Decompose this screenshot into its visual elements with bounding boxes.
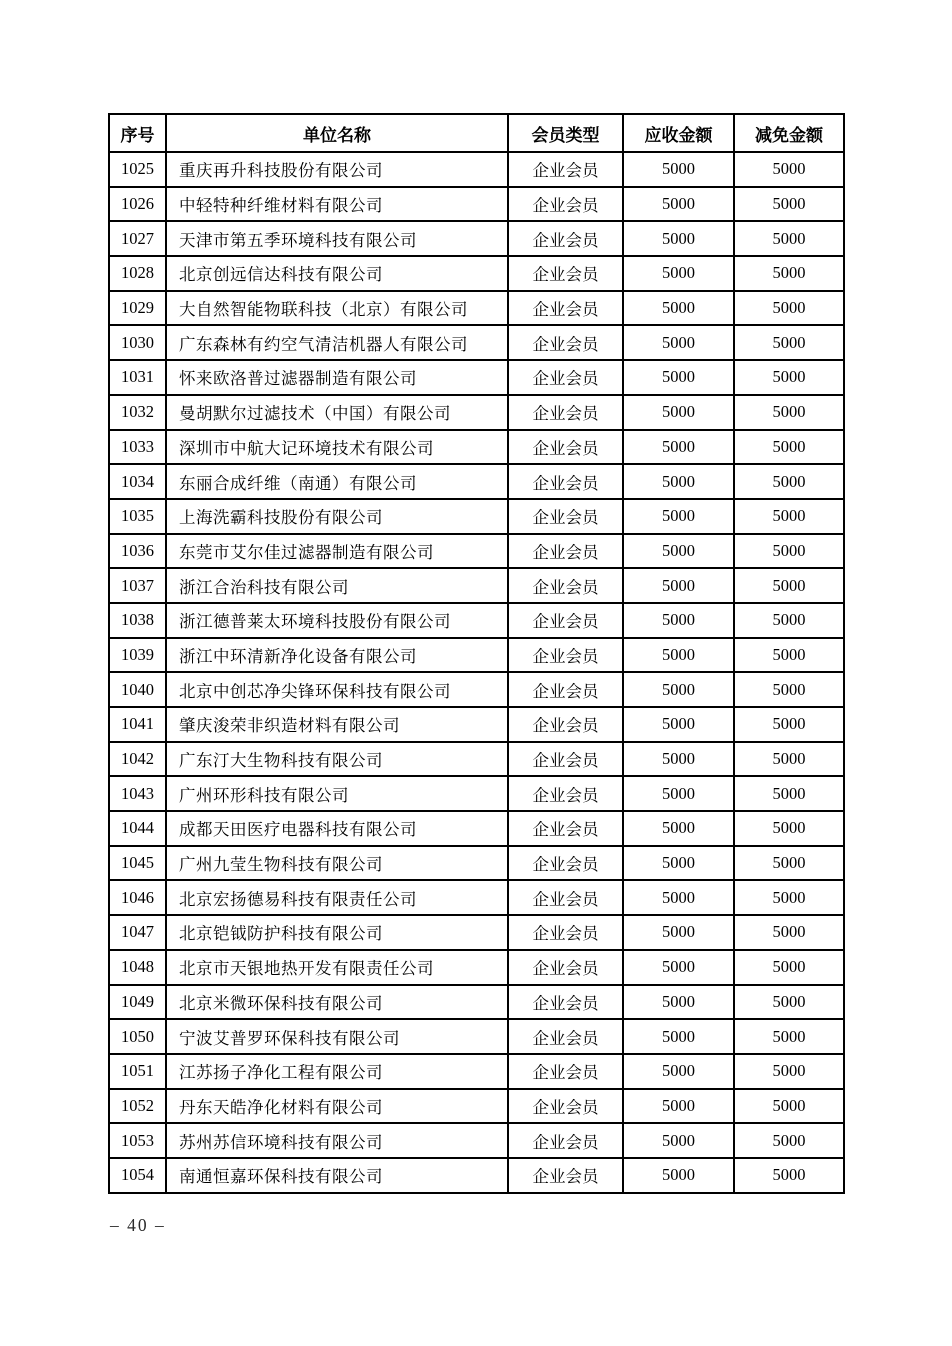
cell-amount-due: 5000 xyxy=(623,152,734,187)
cell-serial-number: 1031 xyxy=(109,360,166,395)
cell-amount-waived: 5000 xyxy=(734,950,844,985)
cell-amount-waived: 5000 xyxy=(734,915,844,950)
cell-company-name: 广东森林有约空气清洁机器人有限公司 xyxy=(166,325,508,360)
cell-member-type: 企业会员 xyxy=(508,742,623,777)
cell-amount-due: 5000 xyxy=(623,915,734,950)
cell-company-name: 北京铠钺防护科技有限公司 xyxy=(166,915,508,950)
cell-serial-number: 1041 xyxy=(109,707,166,742)
table-row xyxy=(109,985,844,1020)
table-row xyxy=(109,603,844,638)
header-amount-waived: 减免金额 xyxy=(734,114,844,152)
table-row xyxy=(109,187,844,222)
cell-serial-number: 1039 xyxy=(109,638,166,673)
cell-company-name: 浙江合治科技有限公司 xyxy=(166,568,508,603)
cell-amount-due: 5000 xyxy=(623,742,734,777)
cell-amount-due: 5000 xyxy=(623,776,734,811)
table-row xyxy=(109,1158,844,1193)
cell-member-type: 企业会员 xyxy=(508,950,623,985)
cell-amount-waived: 5000 xyxy=(734,1123,844,1158)
cell-serial-number: 1048 xyxy=(109,950,166,985)
cell-member-type: 企业会员 xyxy=(508,152,623,187)
table-row xyxy=(109,360,844,395)
cell-serial-number: 1033 xyxy=(109,430,166,465)
cell-amount-due: 5000 xyxy=(623,395,734,430)
cell-company-name: 江苏扬子净化工程有限公司 xyxy=(166,1054,508,1089)
cell-serial-number: 1034 xyxy=(109,464,166,499)
cell-member-type: 企业会员 xyxy=(508,915,623,950)
cell-amount-waived: 5000 xyxy=(734,152,844,187)
table-row xyxy=(109,1089,844,1124)
cell-serial-number: 1037 xyxy=(109,568,166,603)
cell-serial-number: 1053 xyxy=(109,1123,166,1158)
cell-member-type: 企业会员 xyxy=(508,1158,623,1193)
cell-member-type: 企业会员 xyxy=(508,707,623,742)
cell-serial-number: 1026 xyxy=(109,187,166,222)
header-company-name: 单位名称 xyxy=(166,114,508,152)
cell-company-name: 成都天田医疗电器科技有限公司 xyxy=(166,811,508,846)
cell-amount-waived: 5000 xyxy=(734,672,844,707)
cell-amount-waived: 5000 xyxy=(734,325,844,360)
member-fee-table xyxy=(108,113,845,1194)
cell-member-type: 企业会员 xyxy=(508,1019,623,1054)
table-row xyxy=(109,811,844,846)
cell-amount-waived: 5000 xyxy=(734,499,844,534)
cell-amount-waived: 5000 xyxy=(734,534,844,569)
cell-amount-due: 5000 xyxy=(623,950,734,985)
cell-serial-number: 1054 xyxy=(109,1158,166,1193)
cell-amount-waived: 5000 xyxy=(734,256,844,291)
cell-member-type: 企业会员 xyxy=(508,256,623,291)
cell-company-name: 大自然智能物联科技（北京）有限公司 xyxy=(166,291,508,326)
cell-amount-waived: 5000 xyxy=(734,1089,844,1124)
cell-amount-waived: 5000 xyxy=(734,430,844,465)
cell-company-name: 浙江德普莱太环境科技股份有限公司 xyxy=(166,603,508,638)
cell-amount-waived: 5000 xyxy=(734,742,844,777)
cell-member-type: 企业会员 xyxy=(508,776,623,811)
cell-amount-due: 5000 xyxy=(623,1089,734,1124)
cell-member-type: 企业会员 xyxy=(508,534,623,569)
cell-company-name: 深圳市中航大记环境技术有限公司 xyxy=(166,430,508,465)
cell-company-name: 苏州苏信环境科技有限公司 xyxy=(166,1123,508,1158)
cell-member-type: 企业会员 xyxy=(508,430,623,465)
cell-serial-number: 1043 xyxy=(109,776,166,811)
cell-amount-due: 5000 xyxy=(623,638,734,673)
cell-amount-waived: 5000 xyxy=(734,291,844,326)
cell-serial-number: 1036 xyxy=(109,534,166,569)
cell-amount-due: 5000 xyxy=(623,499,734,534)
cell-member-type: 企业会员 xyxy=(508,846,623,881)
table-row xyxy=(109,742,844,777)
cell-amount-waived: 5000 xyxy=(734,395,844,430)
table-row xyxy=(109,1054,844,1089)
cell-member-type: 企业会员 xyxy=(508,325,623,360)
cell-amount-waived: 5000 xyxy=(734,221,844,256)
table-row xyxy=(109,395,844,430)
cell-serial-number: 1028 xyxy=(109,256,166,291)
table-row xyxy=(109,776,844,811)
cell-amount-due: 5000 xyxy=(623,221,734,256)
cell-member-type: 企业会员 xyxy=(508,187,623,222)
table-row xyxy=(109,256,844,291)
cell-company-name: 广东汀大生物科技有限公司 xyxy=(166,742,508,777)
table-header xyxy=(109,114,844,152)
cell-amount-due: 5000 xyxy=(623,430,734,465)
cell-serial-number: 1051 xyxy=(109,1054,166,1089)
table-row xyxy=(109,1123,844,1158)
cell-amount-due: 5000 xyxy=(623,707,734,742)
table-row xyxy=(109,915,844,950)
cell-amount-waived: 5000 xyxy=(734,603,844,638)
header-member-type: 会员类型 xyxy=(508,114,623,152)
cell-amount-due: 5000 xyxy=(623,534,734,569)
cell-amount-due: 5000 xyxy=(623,360,734,395)
cell-member-type: 企业会员 xyxy=(508,985,623,1020)
cell-member-type: 企业会员 xyxy=(508,1054,623,1089)
cell-company-name: 浙江中环清新净化设备有限公司 xyxy=(166,638,508,673)
cell-amount-waived: 5000 xyxy=(734,187,844,222)
cell-company-name: 中轻特种纤维材料有限公司 xyxy=(166,187,508,222)
cell-company-name: 北京创远信达科技有限公司 xyxy=(166,256,508,291)
table-row xyxy=(109,325,844,360)
table-row xyxy=(109,846,844,881)
cell-serial-number: 1047 xyxy=(109,915,166,950)
cell-company-name: 广州九莹生物科技有限公司 xyxy=(166,846,508,881)
cell-amount-waived: 5000 xyxy=(734,985,844,1020)
table-row xyxy=(109,534,844,569)
table-row xyxy=(109,464,844,499)
table-row xyxy=(109,707,844,742)
cell-amount-waived: 5000 xyxy=(734,880,844,915)
cell-amount-due: 5000 xyxy=(623,603,734,638)
cell-company-name: 北京中创芯净尖锋环保科技有限公司 xyxy=(166,672,508,707)
cell-company-name: 北京市天银地热开发有限责任公司 xyxy=(166,950,508,985)
cell-serial-number: 1038 xyxy=(109,603,166,638)
table-header-row xyxy=(109,114,844,152)
cell-serial-number: 1045 xyxy=(109,846,166,881)
header-serial-number: 序号 xyxy=(109,114,166,152)
table-row xyxy=(109,880,844,915)
cell-amount-waived: 5000 xyxy=(734,811,844,846)
cell-member-type: 企业会员 xyxy=(508,499,623,534)
cell-member-type: 企业会员 xyxy=(508,638,623,673)
cell-company-name: 南通恒嘉环保科技有限公司 xyxy=(166,1158,508,1193)
cell-amount-waived: 5000 xyxy=(734,638,844,673)
cell-member-type: 企业会员 xyxy=(508,1089,623,1124)
header-amount-due: 应收金额 xyxy=(623,114,734,152)
cell-company-name: 上海洗霸科技股份有限公司 xyxy=(166,499,508,534)
table-row xyxy=(109,499,844,534)
cell-serial-number: 1044 xyxy=(109,811,166,846)
cell-company-name: 广州环形科技有限公司 xyxy=(166,776,508,811)
cell-member-type: 企业会员 xyxy=(508,811,623,846)
cell-serial-number: 1042 xyxy=(109,742,166,777)
cell-serial-number: 1025 xyxy=(109,152,166,187)
cell-amount-due: 5000 xyxy=(623,568,734,603)
table-row xyxy=(109,950,844,985)
cell-amount-waived: 5000 xyxy=(734,707,844,742)
cell-amount-waived: 5000 xyxy=(734,464,844,499)
cell-company-name: 肇庆浚荣非织造材料有限公司 xyxy=(166,707,508,742)
cell-serial-number: 1032 xyxy=(109,395,166,430)
cell-member-type: 企业会员 xyxy=(508,360,623,395)
table-row xyxy=(109,672,844,707)
cell-serial-number: 1050 xyxy=(109,1019,166,1054)
cell-member-type: 企业会员 xyxy=(508,672,623,707)
cell-company-name: 宁波艾普罗环保科技有限公司 xyxy=(166,1019,508,1054)
cell-amount-due: 5000 xyxy=(623,1123,734,1158)
cell-amount-waived: 5000 xyxy=(734,776,844,811)
table-row xyxy=(109,568,844,603)
cell-amount-due: 5000 xyxy=(623,1158,734,1193)
cell-member-type: 企业会员 xyxy=(508,464,623,499)
cell-company-name: 东莞市艾尔佳过滤器制造有限公司 xyxy=(166,534,508,569)
cell-amount-due: 5000 xyxy=(623,1019,734,1054)
cell-amount-due: 5000 xyxy=(623,811,734,846)
cell-amount-due: 5000 xyxy=(623,464,734,499)
cell-serial-number: 1030 xyxy=(109,325,166,360)
cell-member-type: 企业会员 xyxy=(508,880,623,915)
cell-amount-due: 5000 xyxy=(623,187,734,222)
cell-member-type: 企业会员 xyxy=(508,291,623,326)
cell-company-name: 北京宏扬德易科技有限责任公司 xyxy=(166,880,508,915)
cell-serial-number: 1049 xyxy=(109,985,166,1020)
cell-member-type: 企业会员 xyxy=(508,568,623,603)
cell-amount-due: 5000 xyxy=(623,256,734,291)
cell-amount-waived: 5000 xyxy=(734,1019,844,1054)
cell-member-type: 企业会员 xyxy=(508,1123,623,1158)
cell-amount-due: 5000 xyxy=(623,1054,734,1089)
cell-serial-number: 1027 xyxy=(109,221,166,256)
cell-amount-waived: 5000 xyxy=(734,846,844,881)
cell-company-name: 重庆再升科技股份有限公司 xyxy=(166,152,508,187)
table-row xyxy=(109,1019,844,1054)
cell-company-name: 曼胡默尔过滤技术（中国）有限公司 xyxy=(166,395,508,430)
table-row xyxy=(109,221,844,256)
cell-amount-waived: 5000 xyxy=(734,568,844,603)
cell-member-type: 企业会员 xyxy=(508,395,623,430)
table-row xyxy=(109,291,844,326)
cell-member-type: 企业会员 xyxy=(508,221,623,256)
cell-serial-number: 1046 xyxy=(109,880,166,915)
table-body xyxy=(109,152,844,1193)
table-row xyxy=(109,430,844,465)
cell-serial-number: 1040 xyxy=(109,672,166,707)
cell-company-name: 东丽合成纤维（南通）有限公司 xyxy=(166,464,508,499)
table-row xyxy=(109,152,844,187)
cell-amount-waived: 5000 xyxy=(734,1158,844,1193)
cell-serial-number: 1029 xyxy=(109,291,166,326)
cell-company-name: 丹东天皓净化材料有限公司 xyxy=(166,1089,508,1124)
cell-company-name: 天津市第五季环境科技有限公司 xyxy=(166,221,508,256)
cell-amount-waived: 5000 xyxy=(734,360,844,395)
page-number: – 40 – xyxy=(110,1215,166,1235)
cell-company-name: 怀来欧洛普过滤器制造有限公司 xyxy=(166,360,508,395)
cell-amount-waived: 5000 xyxy=(734,1054,844,1089)
cell-amount-due: 5000 xyxy=(623,325,734,360)
table-row xyxy=(109,638,844,673)
cell-amount-due: 5000 xyxy=(623,846,734,881)
cell-serial-number: 1052 xyxy=(109,1089,166,1124)
cell-amount-due: 5000 xyxy=(623,880,734,915)
cell-amount-due: 5000 xyxy=(623,672,734,707)
cell-amount-due: 5000 xyxy=(623,291,734,326)
cell-company-name: 北京米微环保科技有限公司 xyxy=(166,985,508,1020)
cell-amount-due: 5000 xyxy=(623,985,734,1020)
cell-member-type: 企业会员 xyxy=(508,603,623,638)
cell-serial-number: 1035 xyxy=(109,499,166,534)
